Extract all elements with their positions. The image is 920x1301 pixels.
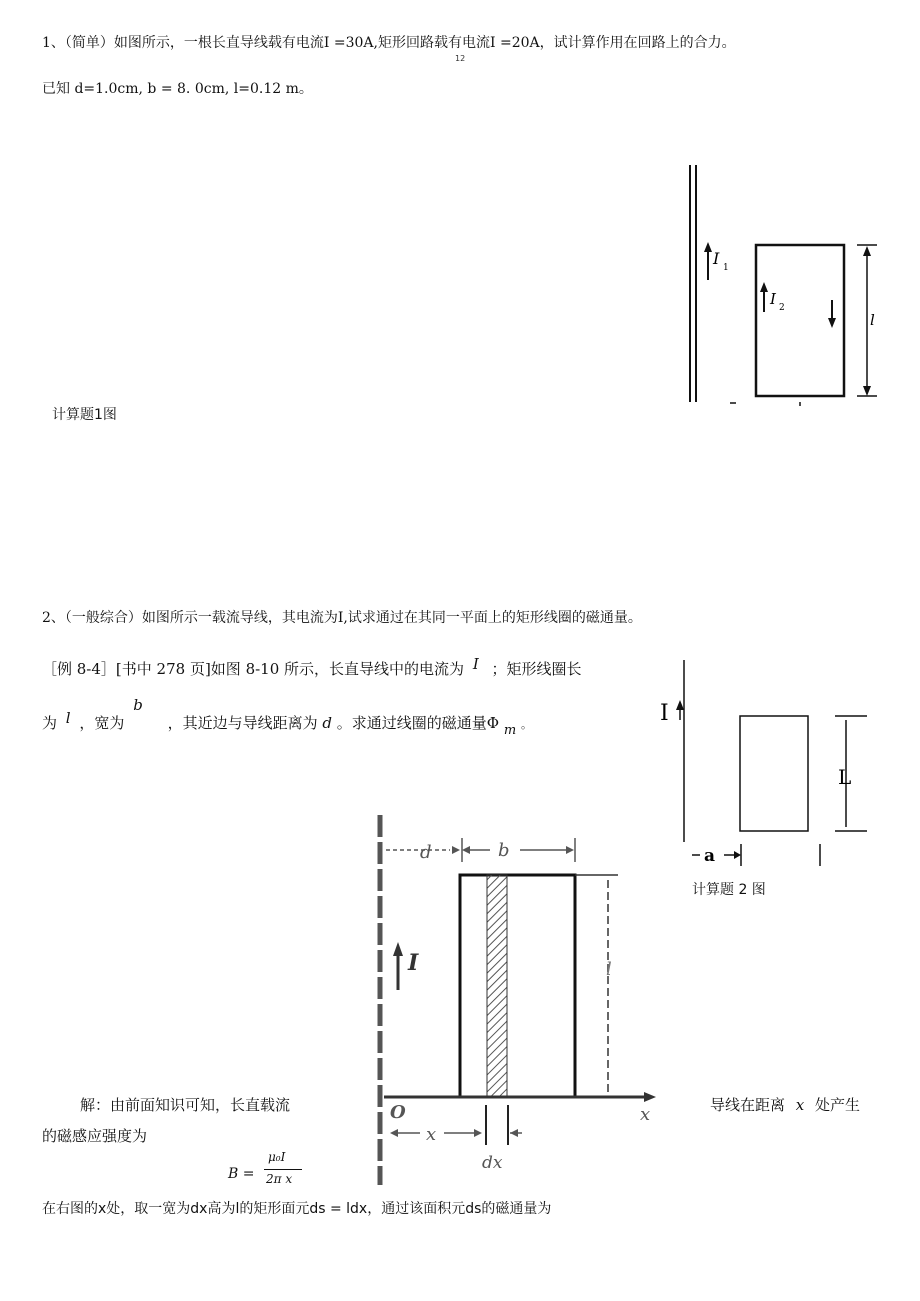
q2-solution-right [710,1094,860,1115]
q2-caption: 计算题 2 图 [692,882,766,898]
q2-example-symbol-d: d [322,714,332,732]
q2-example-symbol-b: b [133,696,143,714]
q1-text-line1: 1、（简单）如图所示，一根长直导线载有电流I =30A,矩形回路载有电流I =20A，试计算作用在回路上的合力。 [42,35,736,51]
q2-example-symbol-m: m [503,723,517,738]
q1-caption: 计算题1图 [52,407,117,423]
q2-right-label-i: I [660,701,669,726]
q2-solution-b: 导线在距离 [710,1096,786,1114]
q2-example-line2 [42,696,532,738]
fig-label-i: I [408,950,419,976]
q1-text-line2: 已知 d=1.0cm, b = 8. 0cm, l=0.12 m。 [42,81,313,97]
q1-label-i1: I [713,249,720,268]
q1-figure [0,0,920,420]
q2-example-line2-c: ，其近边与导线距离为 [167,714,318,732]
q2-example-line1-a: ［例 8-4］[书中 278 页]如图 8-10 所示，长直导线中的电流为 [42,660,465,678]
fig-label-x: x [426,1124,437,1145]
q1-label-l: l [870,311,875,329]
fig-label-b: b [498,840,510,861]
q2-formula-den: 2π x [266,1172,293,1186]
q2-solution-a: 解：由前面知识可知，长直载流 [80,1096,291,1114]
q2-solution-line2: 的磁感应强度为 [42,1127,148,1145]
q2-example-line1 [42,655,582,679]
fig-label-dx: dx [482,1153,503,1173]
q2-right-label-l: L [838,765,852,789]
fig-label-l: l [606,959,612,980]
q2-text-line1: 2、（一般综合）如图所示一载流导线，其电流为I,试求通过在其同一平面上的矩形线圈的磁通量。 [42,610,642,626]
fig-label-axis-x: x [640,1104,651,1125]
q2-formula-bar [264,1169,302,1170]
q1-label-i2: I [770,290,776,308]
q2-example-symbol-i: I [472,655,479,673]
q1-subscript-note: 12 [455,54,466,63]
q1-label-i2-sub: 2 [779,303,785,313]
q2-formula-num: μ₀I [268,1150,286,1164]
q2-last-line: 在右图的x处，取一宽为dx高为l的矩形面元ds = ldx，通过该面积元ds的磁通量为 [42,1201,552,1217]
q2-example-line2-b: ，宽为 [79,714,125,732]
q1-label-i1-sub: 1 [723,263,729,273]
q2-example-symbol-l: l [65,709,71,727]
fig-label-d: d [420,842,432,863]
q2-right-label-a: a [704,846,716,866]
q2-formula-lhs: B = [228,1166,255,1182]
fig-label-origin: O [390,1102,406,1123]
q2-solution-x: x [795,1096,805,1114]
q2-example-line2-end: 。 [520,718,532,731]
q2-solution-c: 处产生 [815,1096,861,1114]
q2-example-line2-e: 。求通过线圈的磁通量Φ [336,714,500,732]
q2-example-line2-a: 为 [42,714,58,732]
q2-example-line1-b: ；矩形线圈长 [491,660,582,678]
